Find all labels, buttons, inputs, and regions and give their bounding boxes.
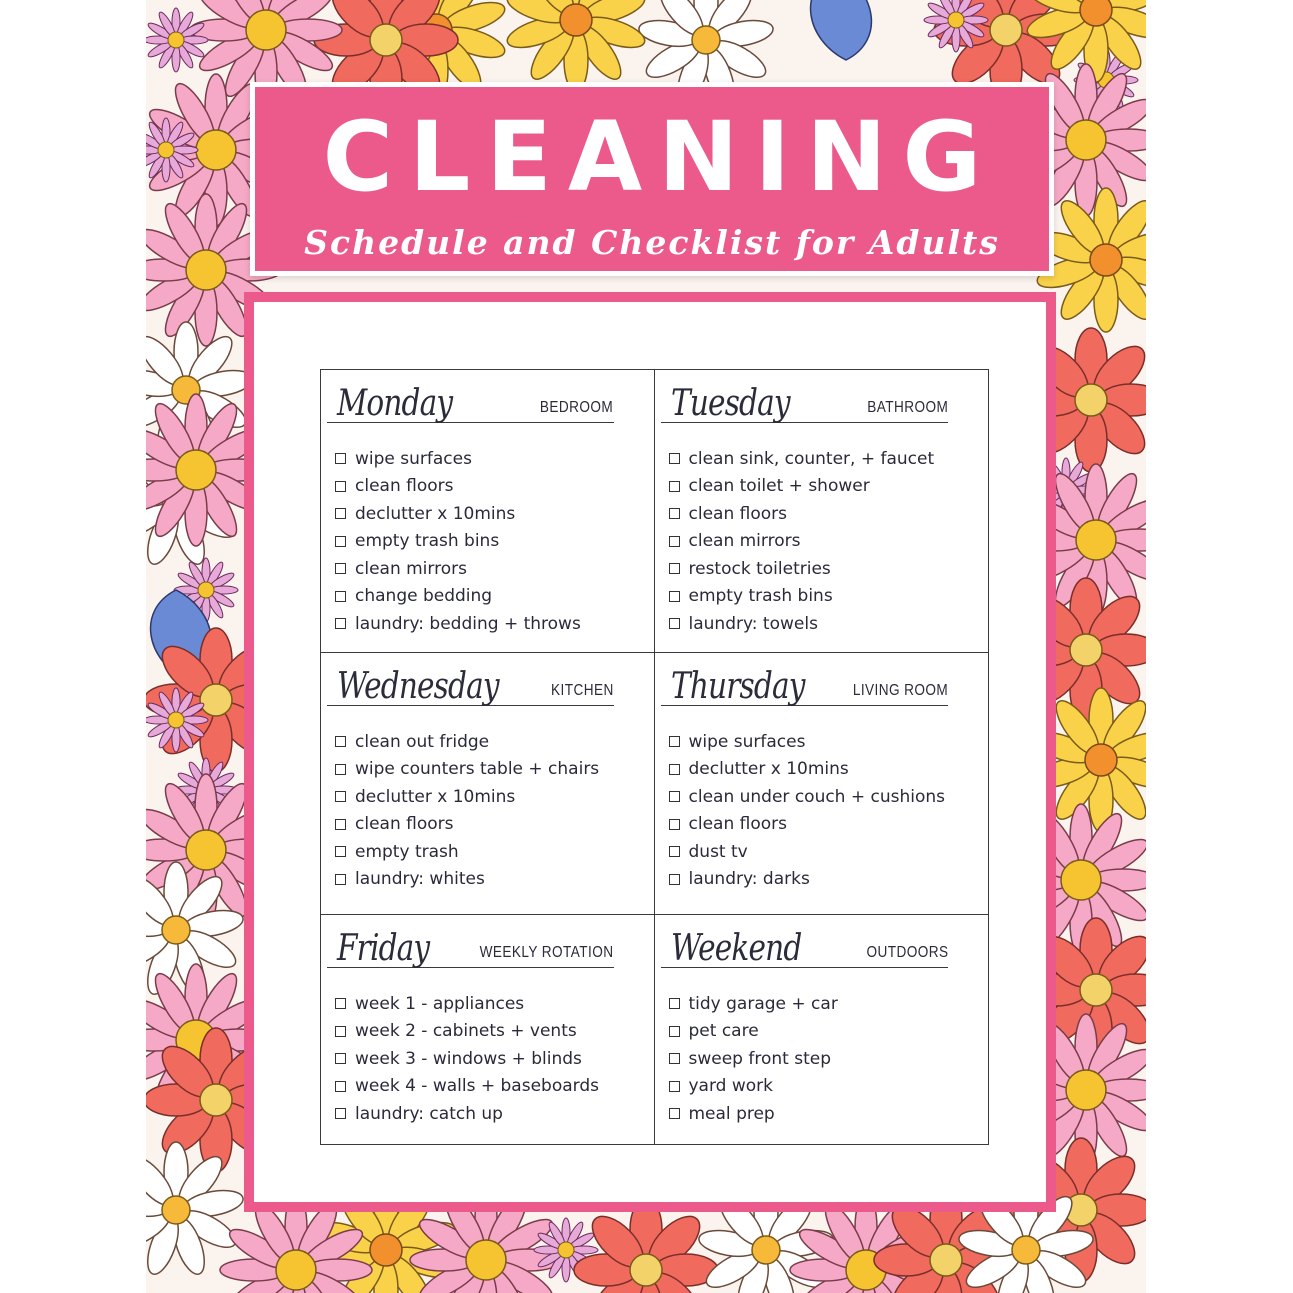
task-checkbox[interactable]: [335, 874, 346, 885]
day-name: Weekend: [670, 928, 801, 969]
task-label: meal prep: [688, 1103, 775, 1124]
day-card-header: [661, 915, 949, 968]
day-card-header: [661, 653, 949, 706]
task-item: [669, 1100, 989, 1128]
day-name: Monday: [337, 383, 453, 424]
task-checkbox[interactable]: [669, 563, 680, 574]
task-checkbox[interactable]: [335, 764, 346, 775]
task-item: [669, 1073, 989, 1101]
task-checkbox[interactable]: [669, 481, 680, 492]
task-label: declutter x 10mins: [355, 503, 516, 524]
task-label: week 1 - appliances: [355, 993, 525, 1014]
day-name: Tuesday: [670, 383, 790, 424]
task-item: [669, 866, 989, 894]
task-checkbox[interactable]: [669, 998, 680, 1009]
title-banner: [250, 82, 1054, 276]
task-checkbox[interactable]: [669, 618, 680, 629]
task-checkbox[interactable]: [669, 846, 680, 857]
task-list: [669, 728, 989, 893]
task-checkbox[interactable]: [669, 819, 680, 830]
task-item: [335, 1073, 654, 1101]
task-item: [669, 838, 989, 866]
task-label: change bedding: [355, 586, 493, 607]
task-label: clean under couch + cushions: [688, 786, 946, 807]
task-label: clean mirrors: [355, 558, 467, 579]
task-list: [669, 990, 989, 1128]
task-item: [335, 866, 654, 894]
task-label: clean sink, counter, + faucet: [688, 448, 935, 469]
page-subtitle: Schedule and Checklist for Adults: [304, 223, 1000, 262]
day-card-header: [327, 370, 614, 423]
day-card-tuesday: [655, 370, 989, 653]
task-item: [335, 473, 654, 501]
task-label: pet care: [688, 1021, 759, 1042]
task-item: [669, 445, 989, 473]
day-name: Wednesday: [337, 666, 499, 707]
task-label: clean toilet + shower: [688, 476, 870, 497]
schedule-grid: [320, 369, 989, 1145]
task-list: [669, 445, 989, 638]
task-item: [335, 728, 654, 756]
day-card-header: [327, 653, 614, 706]
task-label: tidy garage + car: [688, 993, 838, 1014]
task-label: clean floors: [688, 503, 787, 524]
day-name: Friday: [337, 928, 430, 969]
task-label: dust tv: [688, 841, 748, 862]
task-checkbox[interactable]: [669, 764, 680, 775]
task-item: [669, 583, 989, 611]
task-checkbox[interactable]: [669, 1081, 680, 1092]
task-label: laundry: whites: [355, 869, 485, 890]
task-checkbox[interactable]: [335, 819, 346, 830]
task-label: week 2 - cabinets + vents: [355, 1021, 577, 1042]
task-label: declutter x 10mins: [688, 759, 849, 780]
task-checkbox[interactable]: [669, 453, 680, 464]
task-item: [669, 1045, 989, 1073]
task-label: laundry: towels: [688, 613, 818, 634]
task-label: empty trash bins: [355, 531, 500, 552]
task-item: [335, 583, 654, 611]
task-checkbox[interactable]: [335, 846, 346, 857]
room-name: WEEKLY ROTATION: [479, 944, 614, 961]
task-checkbox[interactable]: [669, 1108, 680, 1119]
room-name: KITCHEN: [550, 682, 614, 699]
task-checkbox[interactable]: [335, 453, 346, 464]
task-checkbox[interactable]: [669, 874, 680, 885]
day-card-header: [661, 370, 949, 423]
task-item: [335, 811, 654, 839]
task-label: clean out fridge: [355, 731, 490, 752]
task-checkbox[interactable]: [335, 591, 346, 602]
task-checkbox[interactable]: [335, 1053, 346, 1064]
task-checkbox[interactable]: [335, 998, 346, 1009]
task-checkbox[interactable]: [335, 791, 346, 802]
task-item: [335, 1045, 654, 1073]
task-item: [669, 990, 989, 1018]
task-list: [335, 445, 654, 638]
page-title: CLEANING: [322, 101, 998, 213]
task-label: clean floors: [355, 814, 454, 835]
task-label: laundry: catch up: [355, 1103, 503, 1124]
task-checkbox[interactable]: [335, 508, 346, 519]
task-item: [335, 783, 654, 811]
room-name: BEDROOM: [540, 399, 614, 416]
task-item: [669, 783, 989, 811]
task-item: [669, 500, 989, 528]
task-item: [335, 838, 654, 866]
day-card-friday: [321, 915, 655, 1144]
task-item: [669, 473, 989, 501]
task-label: empty trash: [355, 841, 459, 862]
task-checkbox[interactable]: [335, 1026, 346, 1037]
task-list: [335, 990, 654, 1128]
day-name: Thursday: [670, 666, 805, 707]
day-card-weekend: [655, 915, 989, 1144]
task-checkbox[interactable]: [335, 536, 346, 547]
task-checkbox[interactable]: [335, 1081, 346, 1092]
task-checkbox[interactable]: [669, 791, 680, 802]
task-item: [669, 728, 989, 756]
day-card-wednesday: [321, 653, 655, 915]
task-label: week 4 - walls + baseboards: [355, 1076, 599, 1097]
task-item: [335, 1018, 654, 1046]
day-card-monday: [321, 370, 655, 653]
checklist-sheet: [244, 292, 1056, 1212]
task-label: empty trash bins: [688, 586, 833, 607]
task-item: [335, 555, 654, 583]
task-checkbox[interactable]: [335, 618, 346, 629]
task-checkbox[interactable]: [335, 736, 346, 747]
task-label: clean floors: [688, 814, 787, 835]
task-item: [669, 610, 989, 638]
task-label: clean mirrors: [688, 531, 801, 552]
task-label: clean floors: [355, 476, 454, 497]
task-label: declutter x 10mins: [355, 786, 516, 807]
task-checkbox[interactable]: [669, 736, 680, 747]
room-name: LIVING ROOM: [852, 682, 948, 699]
task-list: [335, 728, 654, 893]
task-item: [335, 528, 654, 556]
task-checkbox[interactable]: [669, 1053, 680, 1064]
task-label: restock toiletries: [688, 558, 831, 579]
task-item: [669, 756, 989, 784]
task-label: laundry: bedding + throws: [355, 613, 581, 634]
task-label: laundry: darks: [688, 869, 810, 890]
task-item: [335, 445, 654, 473]
task-label: wipe surfaces: [688, 731, 806, 752]
task-label: wipe surfaces: [355, 448, 472, 469]
task-label: yard work: [688, 1076, 774, 1097]
task-item: [669, 528, 989, 556]
room-name: OUTDOORS: [866, 944, 948, 961]
task-label: week 3 - windows + blinds: [355, 1048, 582, 1069]
day-card-thursday: [655, 653, 989, 915]
task-checkbox[interactable]: [669, 591, 680, 602]
task-checkbox[interactable]: [669, 1026, 680, 1037]
task-item: [335, 1100, 654, 1128]
task-item: [335, 756, 654, 784]
task-checkbox[interactable]: [335, 563, 346, 574]
task-checkbox[interactable]: [335, 1108, 346, 1119]
day-card-header: [327, 915, 614, 968]
task-item: [335, 610, 654, 638]
checklist-sheet-inner: [254, 302, 1046, 1202]
task-item: [669, 1018, 989, 1046]
task-item: [335, 990, 654, 1018]
book-cover: [146, 0, 1146, 1293]
task-label: sweep front step: [688, 1048, 831, 1069]
task-label: wipe counters table + chairs: [355, 759, 600, 780]
task-item: [669, 555, 989, 583]
task-item: [669, 811, 989, 839]
task-item: [335, 500, 654, 528]
task-checkbox[interactable]: [335, 481, 346, 492]
task-checkbox[interactable]: [669, 536, 680, 547]
room-name: BATHROOM: [867, 399, 948, 416]
task-checkbox[interactable]: [669, 508, 680, 519]
